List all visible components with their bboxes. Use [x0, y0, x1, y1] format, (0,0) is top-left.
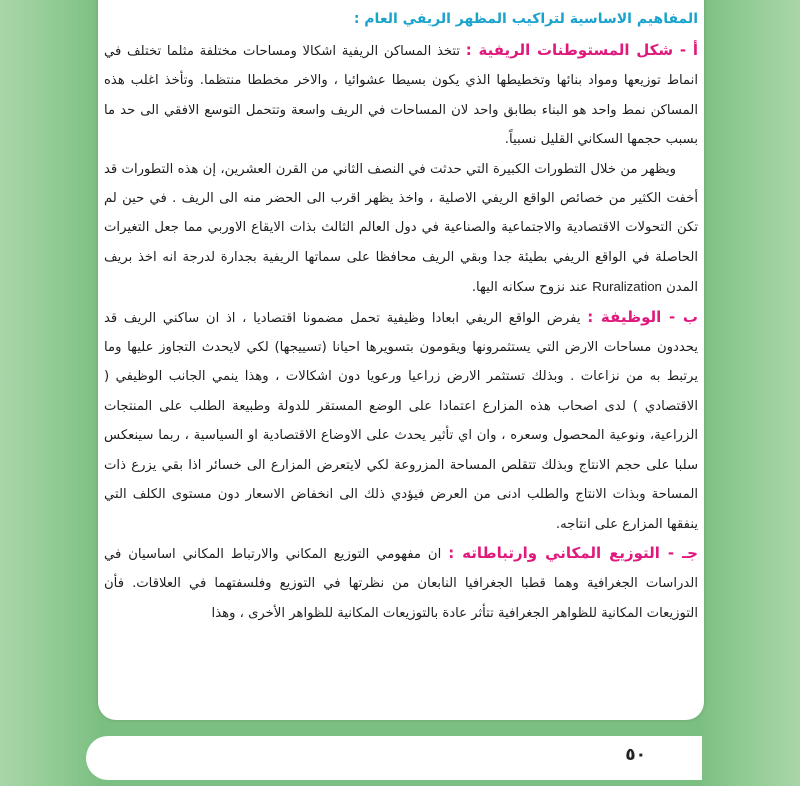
section-a-title: أ - شكل المستوطنات الريفية :	[465, 41, 698, 59]
ruralization-term: Ruralization	[592, 279, 662, 295]
section-a-paragraph-1	[104, 36, 698, 155]
section-a-text-2a: ويظهر من خلال التطورات الكبيرة التي حدثت في النصف الثاني من القرن العشرين، إن هذه التطورات قد أخفت الكثير من خصائص الواقع الريفي الاصلية ، واخذ يظهر اقرب الى الحضر منه الى الريف . في حين لم تكن التحولات الاقتصادية والاجتماعية والصناعية في دول العالم الثالث بذات الايقاع الاوربي مما جعل التغيرات الحاصلة في الواقع الريفي بطيئة جدا وبقي الريف محافظا على سماتها الريفية بجدارة لدرجة انه اخذ بريف المدن	[104, 161, 698, 296]
section-b-title: ب - الوظيفة :	[587, 307, 698, 326]
section-c-title: جـ - التوزيع المكاني وارتباطاته :	[448, 543, 698, 562]
section-a-text-1: تتخذ المساكن الريفية اشكالا ومساحات مختلفة مثلما تختلف في انماط توزيعها ومواد بنائها وتخطيطها الذي يكون بسيطا عشوائيا ، والاخر مخططا منتظما. وتأخذ اغلب هذه المساكن نمط واحد هو البناء بطابق واحد لان المساحات في الريف واسعة وتتحمل التوسع الافقي الى حد ما بسبب حجمها السكاني القليل نسبياً.	[104, 44, 698, 148]
section-b-paragraph	[104, 303, 698, 539]
page-footer	[86, 736, 702, 780]
section-a-paragraph-2	[104, 155, 698, 303]
section-c-text: ان مفهومي التوزيع المكاني والارتباط المكاني اساسيان في الدراسات الجغرافية وهما قطبا الجغرافيا النابعان من نظرتها في التوزيع وفلسفتهما في العلاقات. فأن التوزيعات المكانية للظواهر الجغرافية تتأثر عادة بالتوزيعات المكانية للظواهر الأخرى ، وهذا	[104, 546, 698, 621]
main-heading: المفاهيم الاساسية لتراكيب المظهر الريفي العام :	[353, 11, 698, 27]
section-a-text-2b: عند نزوح سكانه اليها.	[471, 280, 589, 296]
section-c-paragraph	[104, 539, 698, 628]
document-body	[104, 0, 698, 628]
section-b-text: يفرض الواقع الريفي ابعادا وظيفية تحمل مضمونا اقتصاديا ، اذ ان ساكني الريف قد يحددون مساحات الارض التي يستثمرونها ويقومون بتسويرها احيانا (تسييجها) لكي لايحدث التجاوز عليها وما يرتبط به من نزاعات . وبذلك تستثمر الارض زراعيا ورعويا دون اشكالات ، وهذا ينمي الجانب الوظيفي ( الاقتصادي ) لدى اصحاب هذه المزارع اعتمادا على الوضع المستقر للدولة وطبيعة الطلب على المنتجات الزراعية، ونوعية المحصول وسعره ، وان اي تأثير يحدث على الاوضاع الاقتصادية او السياسية ، ربما سينعكس سلبا على حجم الانتاج وبذلك تتقلص المساحة المزروعة لكي لايتعرض المزارع الى خسائر اذا بقي يزرع ذات المساحة وبذات الانتاج والطلب ادنى من العرض فيؤدي ذلك الى انخفاض الاسعار دون مستوى الكلف التي ينفقها المزارع على انتاجه.	[104, 310, 698, 532]
page-number: ٥٠	[625, 745, 646, 765]
